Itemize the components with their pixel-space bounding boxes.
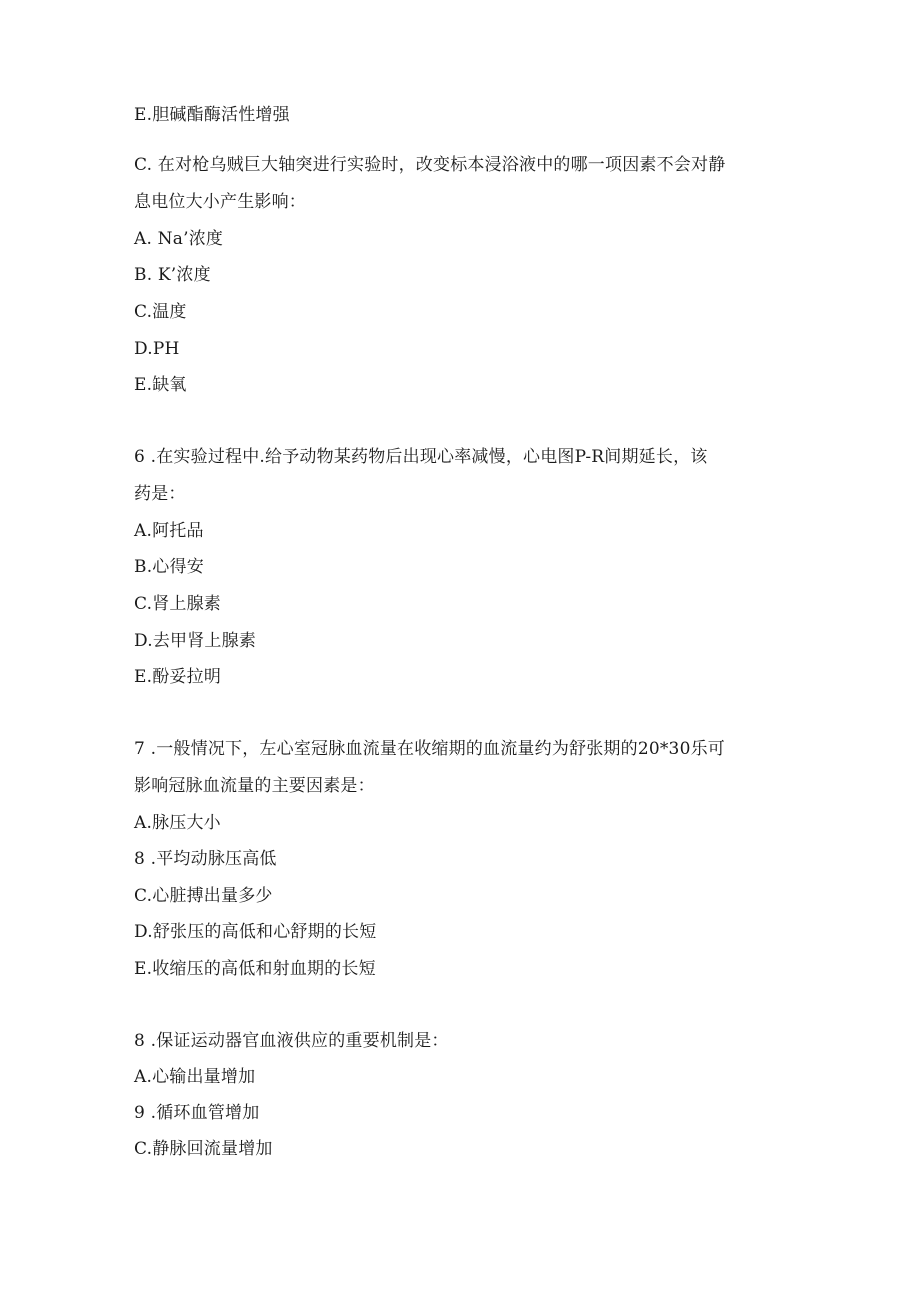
q8-option-b: 9 .循环血管增加 xyxy=(134,1103,260,1123)
question-6-line-2: 药是： xyxy=(134,484,186,504)
option-e: E.缺氧 xyxy=(134,375,187,395)
q7-option-a: A.脉压大小 xyxy=(134,813,221,833)
q7-option-e: E.收缩压的高低和射血期的长短 xyxy=(134,959,376,979)
question-7-line-2: 影响冠脉血流量的主要因素是： xyxy=(134,776,375,796)
q6-option-d: D.去甲肾上腺素 xyxy=(134,631,257,651)
option-a: A. Na’浓度 xyxy=(134,229,224,249)
option-e-q5: E.胆碱酯酶活性增强 xyxy=(134,105,290,125)
q7-option-d: D.舒张压的高低和心舒期的长短 xyxy=(134,922,377,942)
option-b: B. K’浓度 xyxy=(134,265,211,285)
q6-option-e: E.酚妥拉明 xyxy=(134,667,222,687)
question-8-line-1: 8 .保证运动器官血液供应的重要机制是： xyxy=(134,1031,449,1051)
q8-option-c: C.静脉回流量增加 xyxy=(134,1139,273,1159)
q8-option-a: A.心输出量增加 xyxy=(134,1067,256,1087)
option-c: C.温度 xyxy=(134,302,187,322)
q6-option-c: C.肾上腺素 xyxy=(134,594,222,614)
question-7-line-1: 7 .一般情况下，左心室冠脉血流量在收缩期的血流量约为舒张期的20*30乐可 xyxy=(134,739,725,759)
q6-option-a: A.阿托品 xyxy=(134,521,204,541)
question-6-line-1: 6 .在实验过程中.给予动物某药物后出现心率减慢，心电图P-R间期延长，该 xyxy=(134,447,708,467)
question-text-line-1: C. 在对枪乌贼巨大轴突进行实验时，改变标本浸浴液中的哪一项因素不会对静 xyxy=(134,155,726,175)
option-d: D.PH xyxy=(134,339,180,359)
q7-option-c: C.心脏搏出量多少 xyxy=(134,886,273,906)
q7-option-b: 8 .平均动脉压高低 xyxy=(134,849,277,869)
q6-option-b: B.心得安 xyxy=(134,557,204,577)
question-text-line-2: 息电位大小产生影响： xyxy=(134,192,306,212)
